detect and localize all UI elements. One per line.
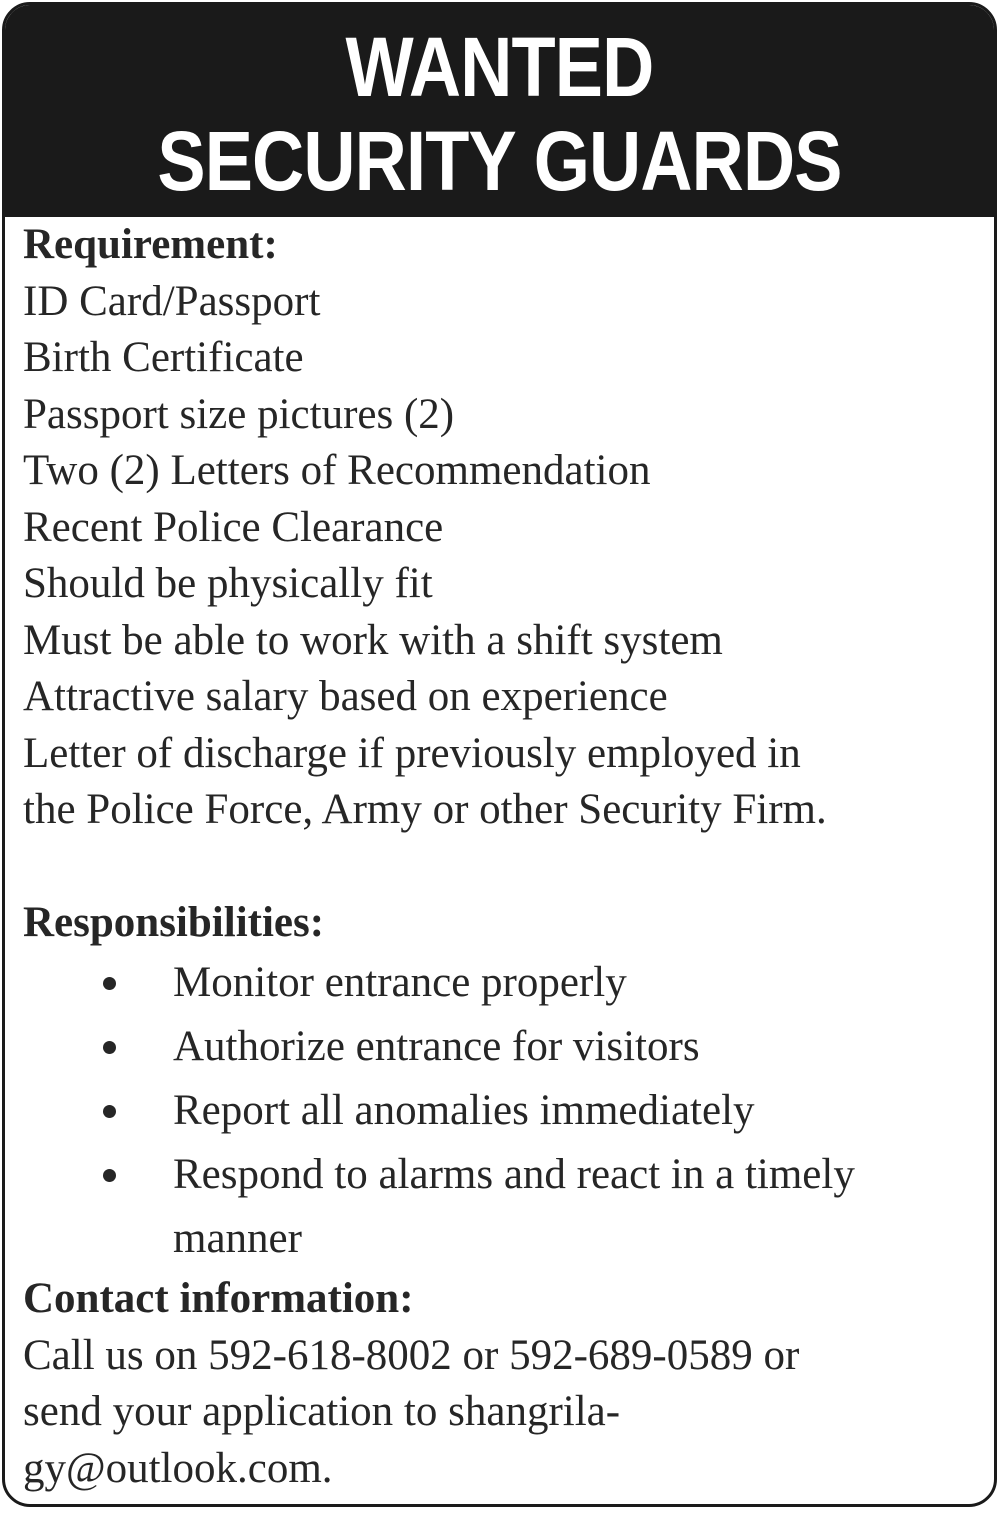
requirement-item: Recent Police Clearance: [23, 503, 444, 551]
bullet-icon: [103, 1169, 116, 1182]
contact-line: Call us on 592-618-8002 or 592-689-0589 or: [23, 1331, 800, 1379]
requirement-item: Attractive salary based on experience: [23, 673, 668, 720]
responsibility-text: Respond to alarms and react in a timely: [173, 1151, 855, 1198]
responsibility-text: manner: [173, 1215, 302, 1262]
list-item: [23, 1079, 993, 1143]
contact-line: send your application to shangrila-: [23, 1388, 621, 1435]
list-item: [23, 951, 993, 1015]
section-spacer: [23, 839, 993, 895]
ad-body: [23, 217, 993, 1497]
contact-heading: Contact information:: [23, 1275, 414, 1322]
ad-header: [5, 5, 994, 217]
contact-line: gy@outlook.com.: [23, 1444, 333, 1492]
requirement-item: Letter of discharge if previously employed in: [23, 729, 801, 777]
header-title-wanted: WANTED: [345, 20, 654, 114]
list-item-continuation: [23, 1207, 993, 1271]
responsibility-text: Report all anomalies immediately: [173, 1087, 755, 1134]
responsibility-text: Monitor entrance properly: [173, 959, 627, 1006]
responsibilities-list: [23, 951, 993, 1271]
responsibilities-heading: Responsibilities:: [23, 898, 325, 946]
requirement-item: Birth Certificate: [23, 334, 304, 381]
requirement-item: the Police Force, Army or other Security Firm.: [23, 786, 827, 833]
bullet-icon: [103, 1105, 116, 1118]
requirement-item: Must be able to work with a shift system: [23, 616, 723, 664]
list-item: [23, 1015, 993, 1079]
requirement-item: Should be physically fit: [23, 560, 433, 607]
bullet-icon: [103, 1041, 116, 1054]
job-advertisement: [2, 2, 997, 1507]
requirement-heading: Requirement:: [23, 221, 278, 268]
requirement-item: Two (2) Letters of Recommendation: [23, 447, 651, 494]
requirement-item: ID Card/Passport: [23, 277, 321, 325]
bullet-icon: [103, 977, 116, 990]
header-title-security-guards: SECURITY GUARDS: [157, 114, 842, 208]
list-item: [23, 1143, 993, 1207]
contact-section: [23, 1271, 993, 1497]
responsibility-text: Authorize entrance for visitors: [173, 1023, 700, 1070]
requirement-item: Passport size pictures (2): [23, 390, 455, 438]
